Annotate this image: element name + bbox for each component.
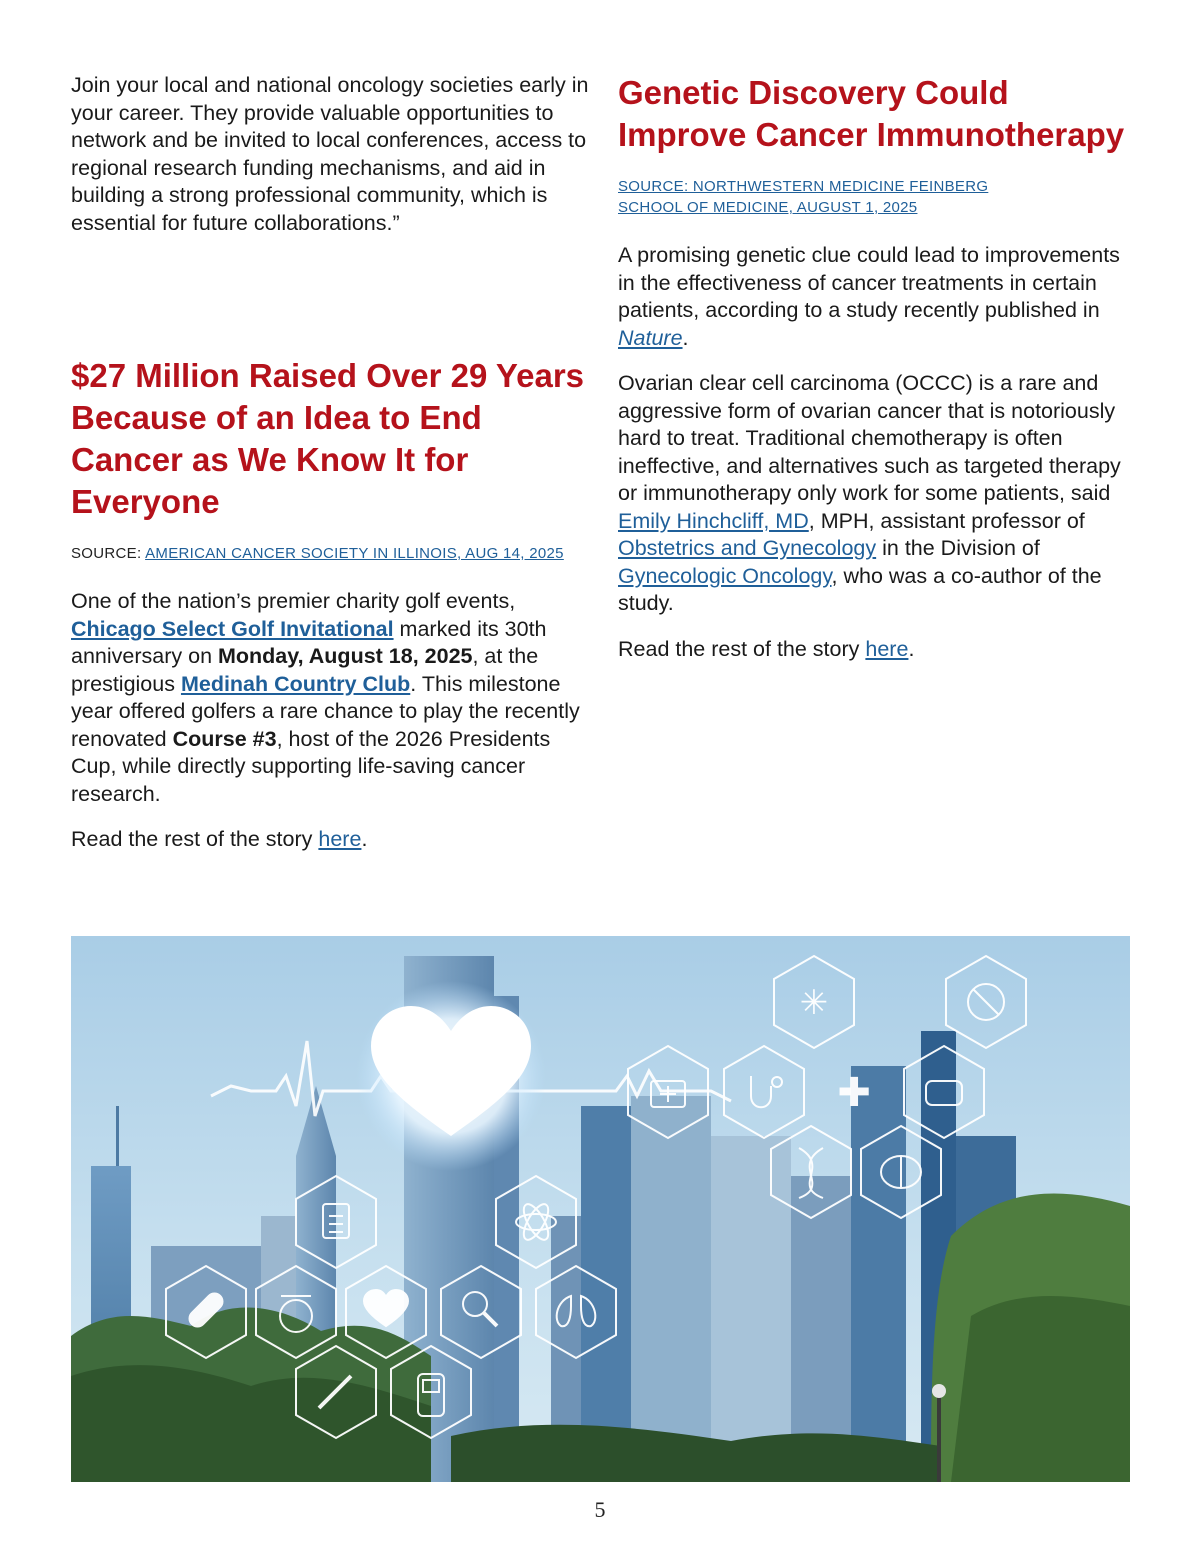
text-run: Read the rest of the story (71, 827, 319, 851)
article-paragraph (618, 370, 1133, 618)
text-run: . (908, 636, 915, 661)
read-more (618, 636, 1133, 664)
golf-invitational-link[interactable]: Chicago Select Golf Invitational (71, 616, 394, 641)
emily-hinchcliff-link[interactable]: Emily Hinchcliff, MD (618, 508, 809, 533)
hero-image-city-healthcare (71, 936, 1130, 1482)
text-run: . This milestone year offered golfers a rare chance to play the recently renovated (71, 671, 580, 751)
text-run: , at the prestigious (71, 644, 539, 696)
read-more-link[interactable]: here (865, 636, 909, 661)
article-golf (71, 355, 591, 854)
article-paragraph (71, 588, 591, 808)
event-date: Monday, August 18, 2025 (218, 644, 473, 668)
gynecologic-oncology-link[interactable]: Gynecologic Oncology (618, 563, 832, 588)
text-run: Read the rest of the story (618, 636, 866, 661)
source-link[interactable]: SOURCE: NORTHWESTERN MEDICINE FEINBERG SCHOOL OF MEDICINE, AUGUST 1, 2025 (618, 178, 989, 216)
text-run: One of the nation’s premier charity golf events, (71, 589, 516, 613)
article-headline: Genetic Discovery Could Improve Cancer Immunotherapy (618, 74, 1125, 153)
page-number: 5 (594, 1497, 606, 1522)
svg-text:✳: ✳ (799, 983, 829, 1023)
left-column (71, 72, 591, 872)
obstetrics-gynecology-link[interactable]: Obstetrics and Gynecology (618, 536, 877, 560)
text-run: , host of the 2026 Presidents Cup, while directly supporting life-saving cancer research. (71, 726, 551, 806)
text-run: A promising genetic clue could lead to improvements in the effectiveness of cancer treatments in certain patients, according to a study recently published in (618, 243, 1120, 322)
intro-quote-text: Join your local and national oncology societies early in your career. They provide valuable opportunities to network and be invited to local conferences, access to regional research funding mechanisms, and aid in building a strong professional community, which is essential for future collaborations.” (71, 73, 589, 235)
read-more (71, 826, 591, 854)
text-run: Ovarian clear cell carcinoma (OCCC) is a rare and aggressive form of ovarian cancer that is notoriously hard to treat. Traditional chemotherapy is often ineffective, and alternatives such as targeted therapy or immunotherapy only work for some patients, said (618, 371, 1121, 505)
text-run: , MPH, assistant professor of (808, 508, 1085, 533)
source-link[interactable]: AMERICAN CANCER SOCIETY IN ILLINOIS, AUG 14, 2025 (145, 545, 564, 562)
course-name: Course #3 (172, 726, 277, 751)
heart-icon (356, 981, 546, 1171)
text-run: . (682, 325, 689, 350)
text-run: , who was a co-author of the study. (618, 563, 1102, 615)
article-paragraph (618, 242, 1133, 352)
source-label: SOURCE: (71, 545, 146, 562)
text-run: in the Division of (876, 536, 1040, 560)
article-source (618, 176, 1133, 218)
text-run: . (361, 827, 368, 851)
medinah-country-club-link[interactable]: Medinah Country Club (180, 671, 411, 696)
svg-text:✚: ✚ (837, 1070, 871, 1116)
right-column (618, 72, 1133, 681)
text-run: marked its 30th anniversary on (71, 616, 547, 668)
article-source (71, 543, 591, 564)
article-headline: $27 Million Raised Over 29 Years Because of an Idea to End Cancer as We Know It for Everyone (71, 357, 585, 520)
read-more-link[interactable]: here (318, 827, 362, 851)
city-skyline-illustration (71, 936, 1130, 1482)
cross-icon (837, 1070, 871, 1116)
nature-link[interactable]: Nature (618, 325, 683, 350)
